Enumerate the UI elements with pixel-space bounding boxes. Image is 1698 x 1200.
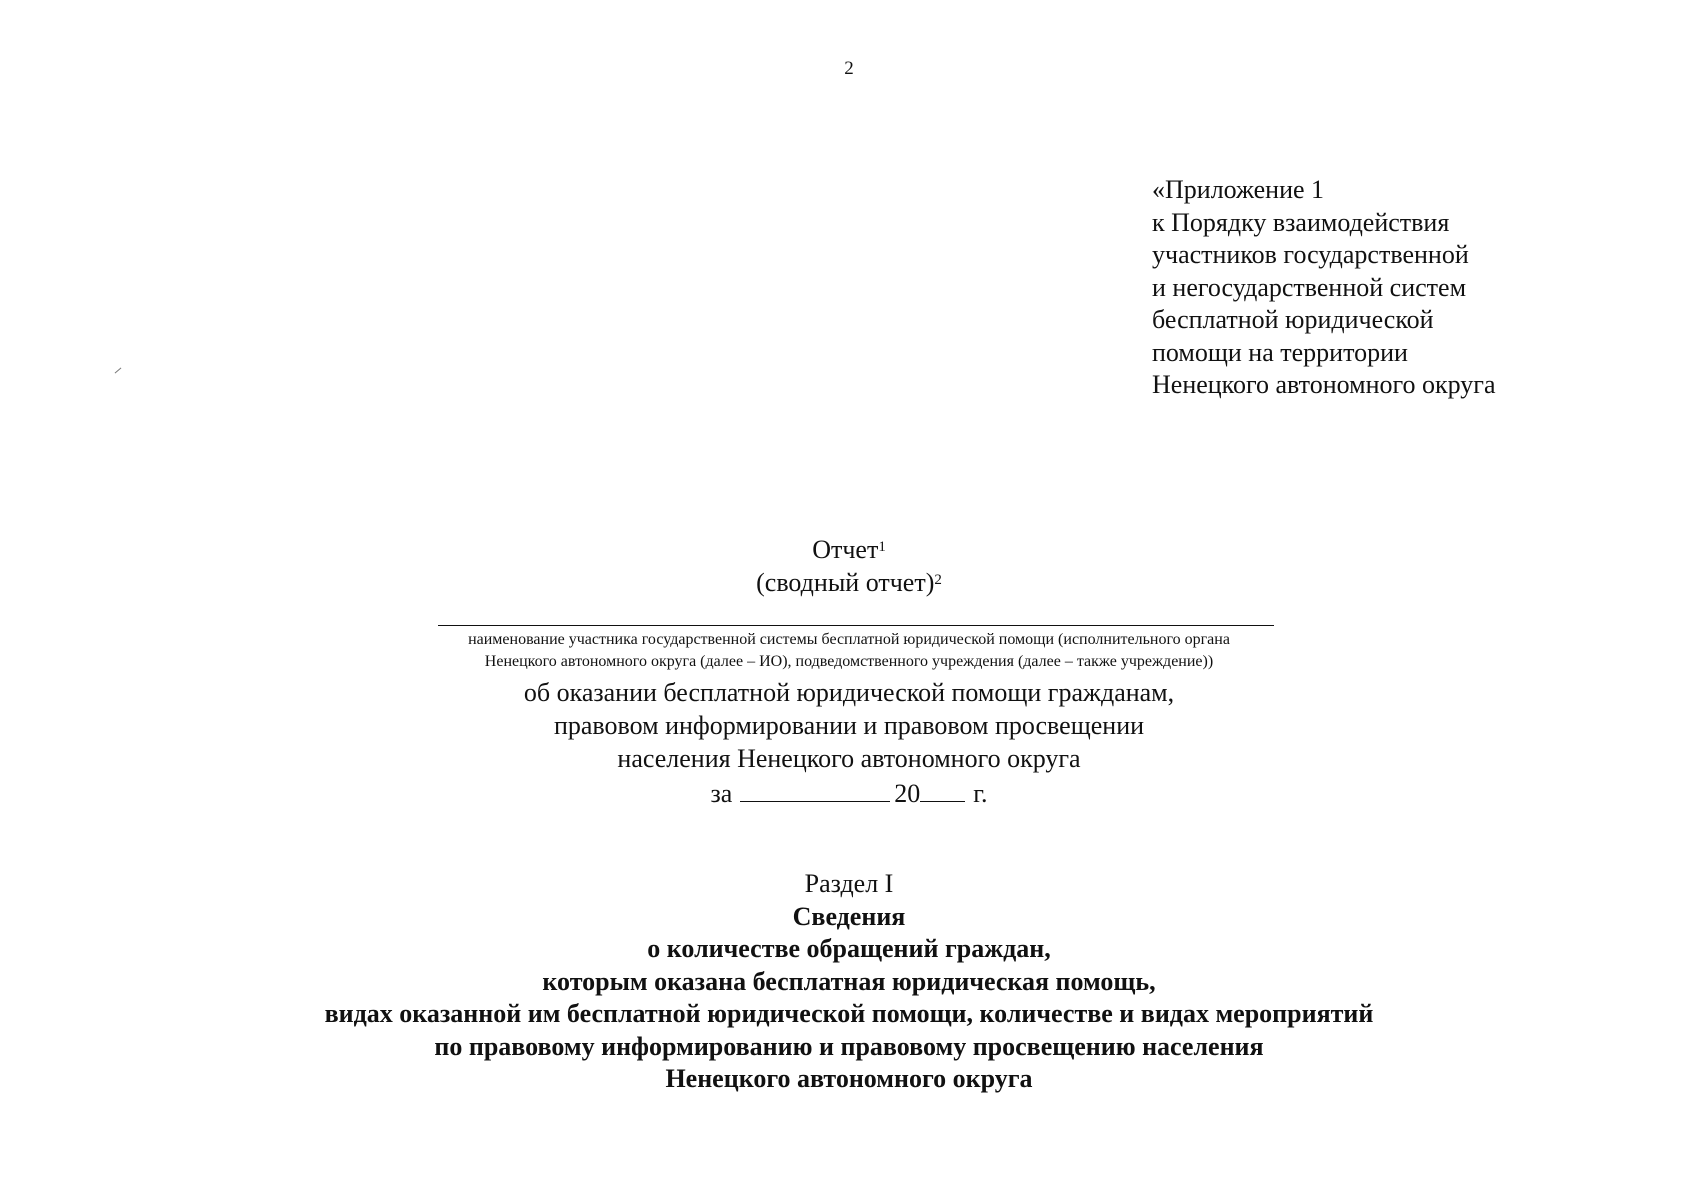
- appendix-line: участников государственной: [1152, 240, 1469, 269]
- period-year-prefix: 20: [894, 779, 921, 808]
- page-number: 2: [844, 58, 854, 79]
- participant-name-blank: [438, 625, 1274, 626]
- appendix-line: «Приложение 1: [1152, 175, 1325, 204]
- period-suffix: г.: [973, 779, 988, 808]
- appendix-line: бесплатной юридической: [1152, 305, 1434, 334]
- footnote-ref-2: 2: [934, 572, 942, 588]
- scan-mark: [115, 368, 122, 374]
- caption-line: наименование участника государственной системы бесплатной юридической помощи (исполнительного органа: [468, 631, 1230, 648]
- footnote-ref-1: 1: [878, 539, 886, 555]
- appendix-line: к Порядку взаимодействия: [1152, 207, 1450, 237]
- participant-name-caption: [0, 629, 1698, 673]
- report-subject: [0, 676, 1698, 810]
- section-heading: [0, 868, 1698, 1096]
- section-title-line: видах оказанной им бесплатной юридической помощи, количестве и видах мероприятий: [324, 999, 1374, 1028]
- report-title-block: [0, 533, 1698, 599]
- section-title: Сведения: [792, 901, 906, 931]
- period-prefix: за: [710, 779, 733, 808]
- appendix-line: Ненецкого автономного округа: [1152, 370, 1496, 399]
- appendix-line: помощи на территории: [1152, 337, 1408, 367]
- report-subtitle: [0, 566, 1698, 599]
- report-title-text: Отчет: [812, 535, 879, 564]
- report-subtitle-text: (сводный отчет): [756, 568, 935, 597]
- section-title-line: о количестве обращений граждан,: [647, 934, 1051, 963]
- section-label: Раздел I: [804, 869, 894, 898]
- subject-line: населения Ненецкого автономного округа: [617, 744, 1081, 773]
- report-period: [0, 775, 1698, 810]
- section-title-line: которым оказана бесплатная юридическая помощь,: [542, 966, 1156, 996]
- period-month-blank: [740, 775, 890, 802]
- report-title: [0, 533, 1698, 566]
- section-title-line: по правовому информированию и правовому просвещению населения: [434, 1031, 1264, 1061]
- period-year-blank: [920, 775, 965, 802]
- subject-line: правовом информировании и правовом просвещении: [553, 711, 1145, 740]
- caption-line: Ненецкого автономного округа (далее – ИО), подведомственного учреждения (далее – также учреждение)): [484, 653, 1214, 670]
- subject-line: об оказании бесплатной юридической помощи гражданам,: [523, 678, 1175, 707]
- appendix-reference: [1152, 174, 1496, 402]
- section-title-line: Ненецкого автономного округа: [665, 1064, 1033, 1093]
- appendix-line: и негосударственной систем: [1152, 272, 1467, 302]
